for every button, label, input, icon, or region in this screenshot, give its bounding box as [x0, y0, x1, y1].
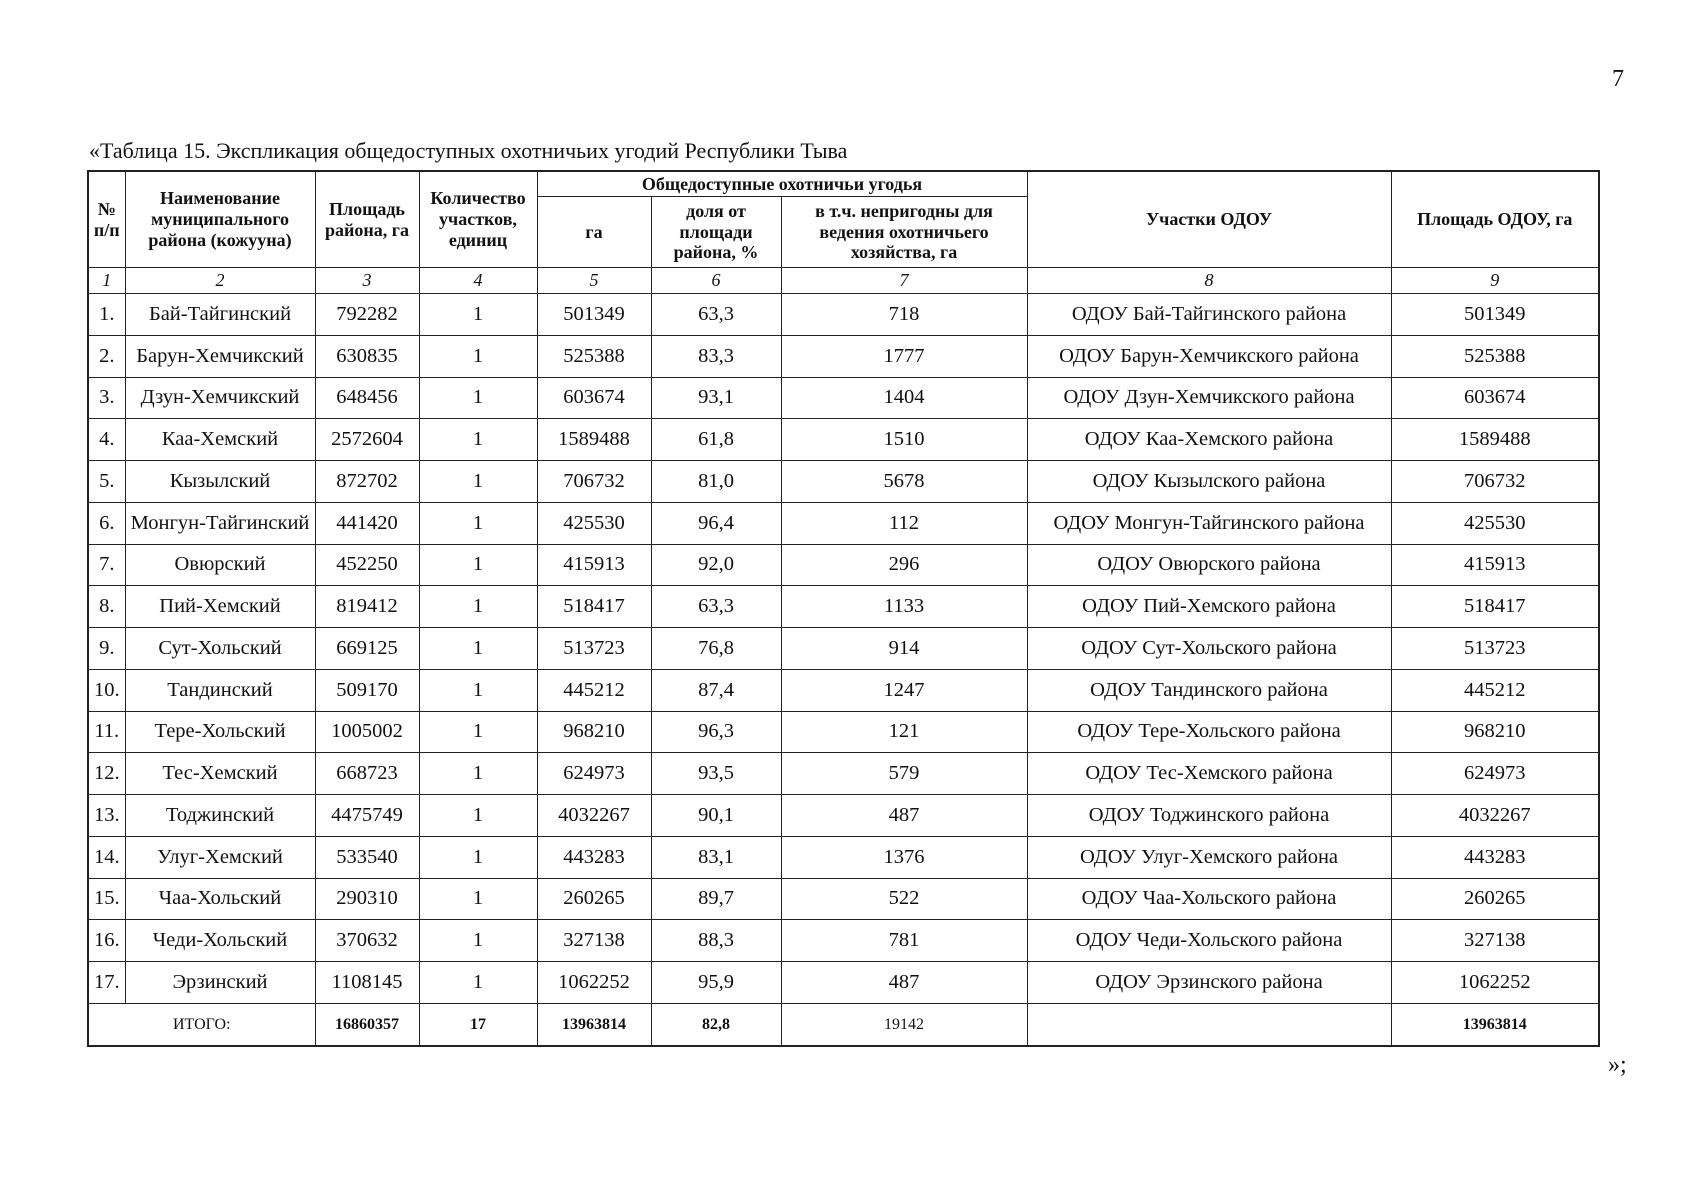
grounds-share: 81,0 — [651, 461, 781, 503]
row-number: 6. — [88, 502, 125, 544]
header-plot-count: Количество участков, единиц — [419, 171, 537, 268]
district-area: 4475749 — [315, 795, 419, 837]
total-grounds-unfit: 19142 — [781, 1004, 1027, 1047]
grounds-unfit: 1133 — [781, 586, 1027, 628]
row-number: 14. — [88, 836, 125, 878]
odou-area: 260265 — [1391, 878, 1599, 920]
grounds-ha: 260265 — [537, 878, 651, 920]
grounds-unfit: 296 — [781, 544, 1027, 586]
row-number: 7. — [88, 544, 125, 586]
row-number: 16. — [88, 920, 125, 962]
odou-plot-name: ОДОУ Кызылского района — [1027, 461, 1391, 503]
odou-area: 706732 — [1391, 461, 1599, 503]
plot-count: 1 — [419, 586, 537, 628]
total-grounds-ha: 13963814 — [537, 1004, 651, 1047]
header-grounds-unfit: в т.ч. непригодны для ведения охотничьего хозяйства, га — [781, 197, 1027, 268]
district-name: Тес-Хемский — [125, 753, 315, 795]
row-number: 4. — [88, 419, 125, 461]
table-row — [88, 294, 1599, 336]
district-name: Сут-Хольский — [125, 628, 315, 670]
header-public-grounds-group: Общедоступные охотничьи угодья — [537, 171, 1027, 197]
column-number: 7 — [781, 268, 1027, 294]
table-body — [88, 294, 1599, 1004]
district-name: Дзун-Хемчикский — [125, 377, 315, 419]
plot-count: 1 — [419, 711, 537, 753]
grounds-ha: 968210 — [537, 711, 651, 753]
odou-area: 513723 — [1391, 628, 1599, 670]
column-number: 4 — [419, 268, 537, 294]
table-row — [88, 586, 1599, 628]
grounds-unfit: 5678 — [781, 461, 1027, 503]
district-area: 2572604 — [315, 419, 419, 461]
district-name: Каа-Хемский — [125, 419, 315, 461]
district-area: 668723 — [315, 753, 419, 795]
odou-area: 445212 — [1391, 669, 1599, 711]
grounds-share: 63,3 — [651, 586, 781, 628]
grounds-ha: 706732 — [537, 461, 651, 503]
grounds-ha: 518417 — [537, 586, 651, 628]
plot-count: 1 — [419, 795, 537, 837]
odou-area: 603674 — [1391, 377, 1599, 419]
header-grounds-ha: га — [537, 197, 651, 268]
district-area: 1005002 — [315, 711, 419, 753]
column-number: 1 — [88, 268, 125, 294]
grounds-unfit: 487 — [781, 962, 1027, 1004]
table-row — [88, 669, 1599, 711]
grounds-unfit: 121 — [781, 711, 1027, 753]
odou-area: 1062252 — [1391, 962, 1599, 1004]
closing-quote: »; — [1608, 1052, 1627, 1078]
odou-plot-name: ОДОУ Тере-Хольского района — [1027, 711, 1391, 753]
grounds-unfit: 522 — [781, 878, 1027, 920]
odou-plot-name: ОДОУ Эрзинского района — [1027, 962, 1391, 1004]
odou-plot-name: ОДОУ Чаа-Хольского района — [1027, 878, 1391, 920]
row-number: 10. — [88, 669, 125, 711]
total-odou-area: 13963814 — [1391, 1004, 1599, 1047]
grounds-ha: 513723 — [537, 628, 651, 670]
row-number: 15. — [88, 878, 125, 920]
district-name: Овюрский — [125, 544, 315, 586]
grounds-share: 61,8 — [651, 419, 781, 461]
column-number: 9 — [1391, 268, 1599, 294]
row-number: 3. — [88, 377, 125, 419]
grounds-ha: 525388 — [537, 335, 651, 377]
odou-area: 4032267 — [1391, 795, 1599, 837]
district-name: Тере-Хольский — [125, 711, 315, 753]
odou-area: 425530 — [1391, 502, 1599, 544]
table-row — [88, 502, 1599, 544]
plot-count: 1 — [419, 753, 537, 795]
table-row — [88, 628, 1599, 670]
row-number: 11. — [88, 711, 125, 753]
grounds-ha: 415913 — [537, 544, 651, 586]
plot-count: 1 — [419, 377, 537, 419]
grounds-ha: 327138 — [537, 920, 651, 962]
district-area: 819412 — [315, 586, 419, 628]
column-number: 5 — [537, 268, 651, 294]
grounds-share: 96,4 — [651, 502, 781, 544]
district-name: Бай-Тайгинский — [125, 294, 315, 336]
table-row — [88, 711, 1599, 753]
district-area: 509170 — [315, 669, 419, 711]
plot-count: 1 — [419, 544, 537, 586]
grounds-unfit: 1247 — [781, 669, 1027, 711]
district-area: 290310 — [315, 878, 419, 920]
grounds-unfit: 1376 — [781, 836, 1027, 878]
row-number: 2. — [88, 335, 125, 377]
grounds-unfit: 718 — [781, 294, 1027, 336]
plot-count: 1 — [419, 669, 537, 711]
plot-count: 1 — [419, 836, 537, 878]
grounds-unfit: 914 — [781, 628, 1027, 670]
district-name: Чеди-Хольский — [125, 920, 315, 962]
total-label: ИТОГО: — [88, 1004, 315, 1047]
district-area: 669125 — [315, 628, 419, 670]
odou-plot-name: ОДОУ Овюрского района — [1027, 544, 1391, 586]
table-row — [88, 544, 1599, 586]
column-number: 6 — [651, 268, 781, 294]
odou-plot-name: ОДОУ Тоджинского района — [1027, 795, 1391, 837]
district-area: 441420 — [315, 502, 419, 544]
header-grounds-share: доля от площади района, % — [651, 197, 781, 268]
grounds-ha: 501349 — [537, 294, 651, 336]
grounds-share: 83,3 — [651, 335, 781, 377]
header-district-area: Площадь района, га — [315, 171, 419, 268]
page-number: 7 — [1612, 66, 1624, 92]
table-row — [88, 962, 1599, 1004]
odou-area: 501349 — [1391, 294, 1599, 336]
total-district-area: 16860357 — [315, 1004, 419, 1047]
district-name: Кызылский — [125, 461, 315, 503]
odou-area: 624973 — [1391, 753, 1599, 795]
district-name: Пий-Хемский — [125, 586, 315, 628]
odou-area: 1589488 — [1391, 419, 1599, 461]
odou-area: 415913 — [1391, 544, 1599, 586]
district-area: 370632 — [315, 920, 419, 962]
table-row — [88, 878, 1599, 920]
odou-area: 525388 — [1391, 335, 1599, 377]
row-number: 5. — [88, 461, 125, 503]
row-number: 13. — [88, 795, 125, 837]
odou-plot-name: ОДОУ Барун-Хемчикского района — [1027, 335, 1391, 377]
row-number: 12. — [88, 753, 125, 795]
plot-count: 1 — [419, 502, 537, 544]
explication-table — [87, 170, 1600, 1047]
grounds-ha: 1589488 — [537, 419, 651, 461]
district-area: 630835 — [315, 335, 419, 377]
district-area: 872702 — [315, 461, 419, 503]
grounds-ha: 445212 — [537, 669, 651, 711]
odou-plot-name: ОДОУ Тес-Хемского района — [1027, 753, 1391, 795]
total-row — [88, 1004, 1599, 1047]
district-name: Монгун-Тайгинский — [125, 502, 315, 544]
row-number: 9. — [88, 628, 125, 670]
table-row — [88, 920, 1599, 962]
odou-plot-name: ОДОУ Тандинского района — [1027, 669, 1391, 711]
district-area: 533540 — [315, 836, 419, 878]
odou-area: 518417 — [1391, 586, 1599, 628]
district-name: Тоджинский — [125, 795, 315, 837]
header-district-name: Наименование муниципального района (кожууна) — [125, 171, 315, 268]
grounds-share: 92,0 — [651, 544, 781, 586]
table-row — [88, 335, 1599, 377]
odou-plot-name: ОДОУ Бай-Тайгинского района — [1027, 294, 1391, 336]
district-area: 452250 — [315, 544, 419, 586]
plot-count: 1 — [419, 878, 537, 920]
district-area: 1108145 — [315, 962, 419, 1004]
row-number: 17. — [88, 962, 125, 1004]
grounds-share: 95,9 — [651, 962, 781, 1004]
odou-area: 443283 — [1391, 836, 1599, 878]
district-area: 648456 — [315, 377, 419, 419]
table-row — [88, 419, 1599, 461]
district-name: Барун-Хемчикский — [125, 335, 315, 377]
district-area: 792282 — [315, 294, 419, 336]
district-name: Тандинский — [125, 669, 315, 711]
grounds-share: 89,7 — [651, 878, 781, 920]
grounds-share: 90,1 — [651, 795, 781, 837]
district-name: Улуг-Хемский — [125, 836, 315, 878]
odou-area: 968210 — [1391, 711, 1599, 753]
plot-count: 1 — [419, 461, 537, 503]
odou-plot-name: ОДОУ Каа-Хемского района — [1027, 419, 1391, 461]
column-number: 3 — [315, 268, 419, 294]
plot-count: 1 — [419, 920, 537, 962]
odou-plot-name: ОДОУ Монгун-Тайгинского района — [1027, 502, 1391, 544]
grounds-share: 63,3 — [651, 294, 781, 336]
total-odou-plots — [1027, 1004, 1391, 1047]
total-grounds-share: 82,8 — [651, 1004, 781, 1047]
grounds-ha: 1062252 — [537, 962, 651, 1004]
grounds-unfit: 579 — [781, 753, 1027, 795]
header-row-top — [88, 171, 1599, 197]
grounds-ha: 425530 — [537, 502, 651, 544]
odou-area: 327138 — [1391, 920, 1599, 962]
odou-plot-name: ОДОУ Улуг-Хемского района — [1027, 836, 1391, 878]
district-name: Чаа-Хольский — [125, 878, 315, 920]
plot-count: 1 — [419, 335, 537, 377]
table-row — [88, 836, 1599, 878]
table-row — [88, 753, 1599, 795]
grounds-unfit: 781 — [781, 920, 1027, 962]
grounds-share: 93,1 — [651, 377, 781, 419]
header-number: № п/п — [88, 171, 125, 268]
grounds-share: 87,4 — [651, 669, 781, 711]
header-odou-plots: Участки ОДОУ — [1027, 171, 1391, 268]
grounds-share: 88,3 — [651, 920, 781, 962]
plot-count: 1 — [419, 294, 537, 336]
grounds-share: 76,8 — [651, 628, 781, 670]
header-odou-area: Площадь ОДОУ, га — [1391, 171, 1599, 268]
column-number: 2 — [125, 268, 315, 294]
table-row — [88, 461, 1599, 503]
table-row — [88, 795, 1599, 837]
odou-plot-name: ОДОУ Сут-Хольского района — [1027, 628, 1391, 670]
district-name: Эрзинский — [125, 962, 315, 1004]
column-number: 8 — [1027, 268, 1391, 294]
grounds-share: 83,1 — [651, 836, 781, 878]
grounds-unfit: 1404 — [781, 377, 1027, 419]
grounds-share: 93,5 — [651, 753, 781, 795]
grounds-unfit: 1510 — [781, 419, 1027, 461]
odou-plot-name: ОДОУ Чеди-Хольского района — [1027, 920, 1391, 962]
column-number-row — [88, 268, 1599, 294]
odou-plot-name: ОДОУ Пий-Хемского района — [1027, 586, 1391, 628]
odou-plot-name: ОДОУ Дзун-Хемчикского района — [1027, 377, 1391, 419]
grounds-unfit: 487 — [781, 795, 1027, 837]
table-row — [88, 377, 1599, 419]
grounds-unfit: 112 — [781, 502, 1027, 544]
plot-count: 1 — [419, 419, 537, 461]
grounds-ha: 443283 — [537, 836, 651, 878]
table-caption: «Таблица 15. Экспликация общедоступных охотничьих угодий Республики Тыва — [89, 138, 848, 163]
row-number: 1. — [88, 294, 125, 336]
grounds-ha: 624973 — [537, 753, 651, 795]
total-plot-count: 17 — [419, 1004, 537, 1047]
plot-count: 1 — [419, 628, 537, 670]
grounds-ha: 4032267 — [537, 795, 651, 837]
grounds-unfit: 1777 — [781, 335, 1027, 377]
grounds-ha: 603674 — [537, 377, 651, 419]
plot-count: 1 — [419, 962, 537, 1004]
grounds-share: 96,3 — [651, 711, 781, 753]
row-number: 8. — [88, 586, 125, 628]
